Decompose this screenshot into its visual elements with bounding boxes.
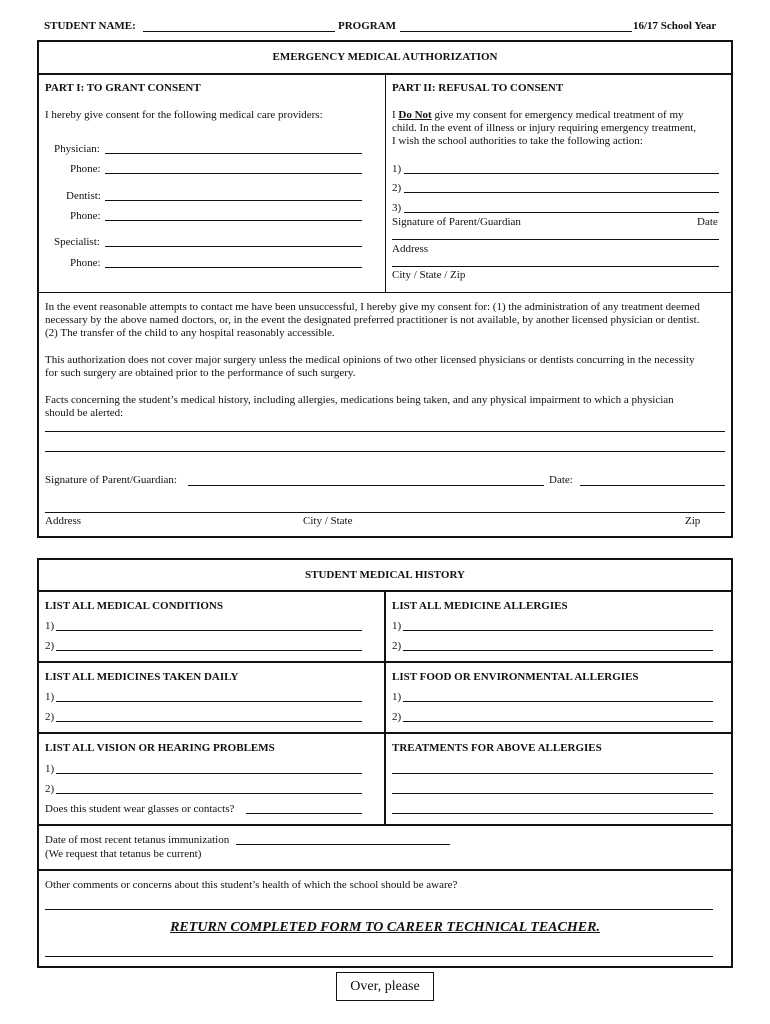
dentist-phone-label: Phone: [70,210,101,222]
comments-field-1[interactable] [45,909,713,910]
final-signature-label: Signature of Parent/Guardian: [45,474,177,486]
program-label: PROGRAM [338,20,397,32]
student-name-field[interactable] [143,31,335,32]
glasses-field[interactable] [246,813,362,814]
food-1-label: 1) [392,691,402,703]
treatment-field-1[interactable] [392,773,713,774]
food-2-label: 2) [392,711,402,723]
vision-2-field[interactable] [56,793,362,794]
part2-intro-line1 [392,109,684,122]
part2-intro-line2: child. In the event of illness or injury requiring emergency treatment, [392,122,697,134]
tetanus-note: (We request that tetanus be current) [45,848,202,860]
daily-title: LIST ALL MEDICINES TAKEN DAILY [45,671,239,683]
food-title: LIST FOOD OR ENVIRONMENTAL ALLERGIES [392,671,639,683]
action-item-3-field[interactable] [404,212,719,213]
condition-2-label: 2) [45,640,55,652]
program-field[interactable] [400,31,632,32]
part2-title: PART II: REFUSAL TO CONSENT [392,82,564,94]
comments-field-2[interactable] [45,956,713,957]
tetanus-date-field[interactable] [236,844,450,845]
school-year: 16/17 School Year [633,20,717,32]
vision-1-field[interactable] [56,773,362,774]
parent-signature-field[interactable] [392,239,719,240]
part2-address-label: Address [392,243,429,255]
physician-field[interactable] [105,153,362,154]
condition-1-label: 1) [45,620,55,632]
daily-2-label: 2) [45,711,55,723]
divider [38,869,732,871]
specialist-phone-label: Phone: [70,257,101,269]
final-date-field[interactable] [580,485,725,486]
history-title: STUDENT MEDICAL HISTORY [305,569,465,581]
vision-2-label: 2) [45,783,55,795]
tetanus-label: Date of most recent tetanus immunization [45,834,230,846]
action-item-1-label: 1) [392,163,402,175]
facts-line-2: should be alerted: [45,407,124,419]
final-address-field[interactable] [45,512,725,513]
action-item-2-field[interactable] [404,192,719,193]
return-notice: RETURN COMPLETED FORM TO CAREER TECHNICAL TEACHER. [170,920,600,935]
action-item-1-field[interactable] [404,173,719,174]
conditions-title: LIST ALL MEDICAL CONDITIONS [45,600,223,612]
parent-date-label: Date [697,216,718,228]
condition-1-field[interactable] [56,630,362,631]
student-name-label: STUDENT NAME: [44,20,136,32]
part1-title: PART I: TO GRANT CONSENT [45,82,201,94]
divider [385,74,386,292]
food-1-field[interactable] [403,701,713,702]
physician-label: Physician: [54,143,100,155]
emergency-title: EMERGENCY MEDICAL AUTHORIZATION [272,51,498,63]
allergies-title: LIST ALL MEDICINE ALLERGIES [392,600,568,612]
daily-1-field[interactable] [56,701,362,702]
consent-line-3: (2) The transfer of the child to any hospital reasonably accessible. [45,327,335,339]
condition-2-field[interactable] [56,650,362,651]
part2-address-field[interactable] [392,266,719,267]
divider [38,661,732,663]
over-please-label: Over, please [336,972,434,1001]
facts-line-1: Facts concerning the student’s medical history, including allergies, medications being taken, and any physical impairment to which a physician [45,394,674,406]
food-2-field[interactable] [403,721,713,722]
vision-1-label: 1) [45,763,55,775]
allergy-2-label: 2) [392,640,402,652]
specialist-field[interactable] [105,246,362,247]
facts-field-1[interactable] [45,431,725,432]
action-item-2-label: 2) [392,182,402,194]
part2-intro-line3: I wish the school authorities to take the following action: [392,135,643,147]
divider [38,732,732,734]
divider [38,824,732,826]
treatment-field-2[interactable] [392,793,713,794]
intro-rest: give my consent for emergency medical treatment of my [431,109,684,121]
vision-title: LIST ALL VISION OR HEARING PROBLEMS [45,742,275,754]
final-zip-label: Zip [685,515,701,527]
daily-1-label: 1) [45,691,55,703]
intro-prefix: I [392,109,399,121]
dentist-phone-field[interactable] [105,220,362,221]
treatments-title: TREATMENTS FOR ABOVE ALLERGIES [392,742,602,754]
surgery-line-2: for such surgery are obtained prior to the performance of such surgery. [45,367,356,379]
parent-signature-label: Signature of Parent/Guardian [392,216,521,228]
specialist-label: Specialist: [54,236,100,248]
dentist-label: Dentist: [66,190,101,202]
comments-label: Other comments or concerns about this student’s health of which the school should be aware? [45,879,458,891]
do-not-emphasis: Do Not [398,109,432,121]
final-address-label: Address [45,515,82,527]
part1-intro: I hereby give consent for the following medical care providers: [45,109,323,121]
final-signature-field[interactable] [188,485,544,486]
divider [384,591,386,825]
consent-line-1: In the event reasonable attempts to contact me have been unsuccessful, I hereby give my consent for: (1) the administration of any treatment deemed [45,301,700,313]
physician-phone-field[interactable] [105,173,362,174]
physician-phone-label: Phone: [70,163,101,175]
action-item-3-label: 3) [392,202,402,214]
surgery-line-1: This authorization does not cover major surgery unless the medical opinions of two other licensed physicians or dentists concurring in the necessity [45,354,695,366]
facts-field-2[interactable] [45,451,725,452]
allergy-1-field[interactable] [403,630,713,631]
final-city-state-label: City / State [303,515,353,527]
glasses-question: Does this student wear glasses or contacts? [45,803,235,815]
allergy-1-label: 1) [392,620,402,632]
treatment-field-3[interactable] [392,813,713,814]
consent-line-2: necessary by the above named doctors, or, in the event the designated preferred practitioner is not available, by another licensed physician or dentist. [45,314,700,326]
part2-city-state-zip-label: City / State / Zip [392,269,466,281]
final-date-label: Date: [549,474,573,486]
allergy-2-field[interactable] [403,650,713,651]
divider [38,292,732,293]
dentist-field[interactable] [105,200,362,201]
specialist-phone-field[interactable] [105,267,362,268]
daily-2-field[interactable] [56,721,362,722]
